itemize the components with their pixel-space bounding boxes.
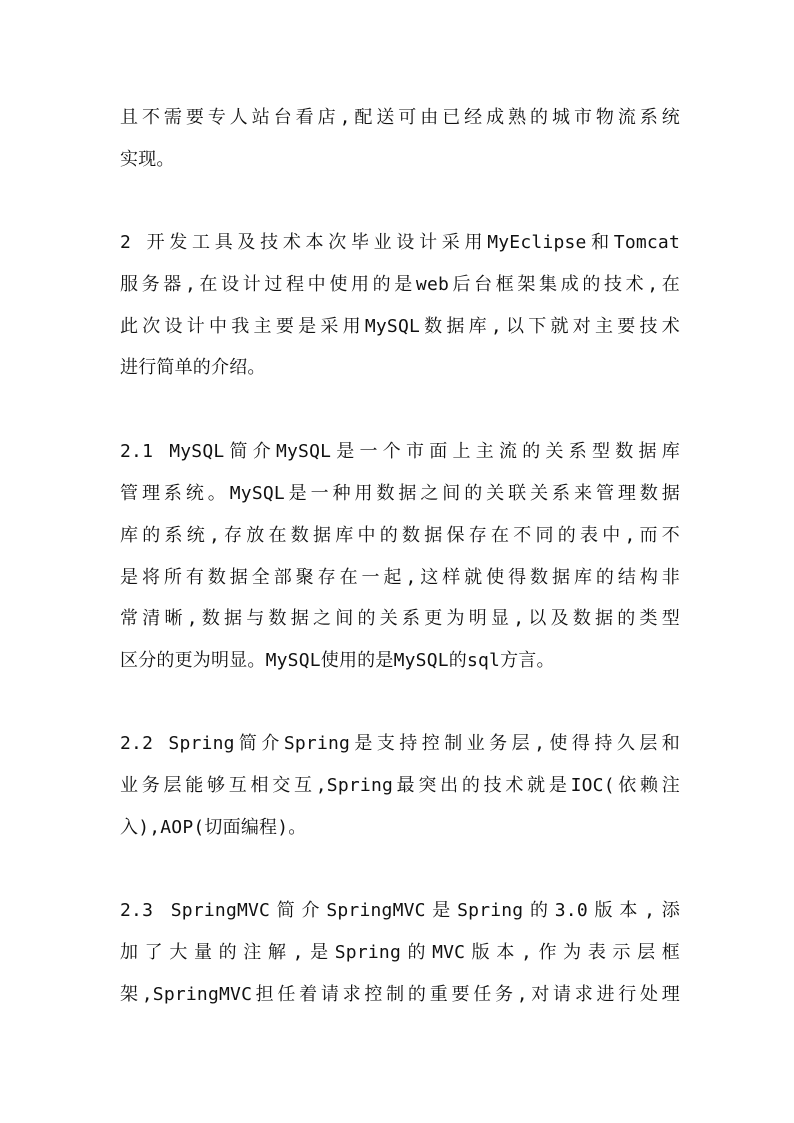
paragraph-2-1-line-5: 常清晰,数据与数据之间的关系更为明显,以及数据的类型 bbox=[120, 608, 680, 629]
paragraph-intro-line-2: 实现。 bbox=[120, 149, 175, 170]
paragraph-2-3-line-3: 架,SpringMVC担任着请求控制的重要任务,对请求进行处理 bbox=[120, 984, 680, 1005]
paragraph-2-line-2: 服务器,在设计过程中使用的是web后台框架集成的技术,在 bbox=[120, 274, 680, 295]
paragraph-2-3-line-2: 加了大量的注解,是Spring的MVC版本,作为表示层框 bbox=[120, 942, 680, 963]
paragraph-2-1-line-4: 是将所有数据全部聚存在一起,这样就使得数据库的结构非 bbox=[120, 567, 680, 588]
paragraph-2-2-line-2: 业务层能够互相交互,Spring最突出的技术就是IOC(依赖注 bbox=[120, 775, 680, 796]
paragraph-2-1-line-2: 管理系统。MySQL是一种用数据之间的关联关系来管理数据 bbox=[120, 483, 680, 504]
paragraph-2-1-line-3: 库的系统,存放在数据库中的数据保存在不同的表中,而不 bbox=[120, 525, 680, 546]
paragraph-2-1-line-1: 2.1 MySQL简介MySQL是一个市面上主流的关系型数据库 bbox=[120, 441, 680, 462]
paragraph-2-2-line-3: 入),AOP(切面编程)。 bbox=[120, 817, 307, 838]
paragraph-intro-line-1: 且不需要专人站台看店,配送可由已经成熟的城市物流系统 bbox=[120, 107, 680, 128]
paragraph-2-line-4: 进行简单的介绍。 bbox=[120, 357, 266, 378]
paragraph-2-line-1: 2 开发工具及技术本次毕业设计采用MyEclipse和Tomcat bbox=[120, 232, 680, 253]
paragraph-2-1-line-6: 区分的更为明显。MySQL使用的是MySQL的sql方言。 bbox=[120, 650, 555, 671]
paragraph-2-2-line-1: 2.2 Spring简介Spring是支持控制业务层,使得持久层和 bbox=[120, 733, 680, 754]
paragraph-2-line-3: 此次设计中我主要是采用MySQL数据库,以下就对主要技术 bbox=[120, 316, 680, 337]
paragraph-2-3-line-1: 2.3 SpringMVC简介SpringMVC是Spring的3.0版本,添 bbox=[120, 900, 680, 921]
